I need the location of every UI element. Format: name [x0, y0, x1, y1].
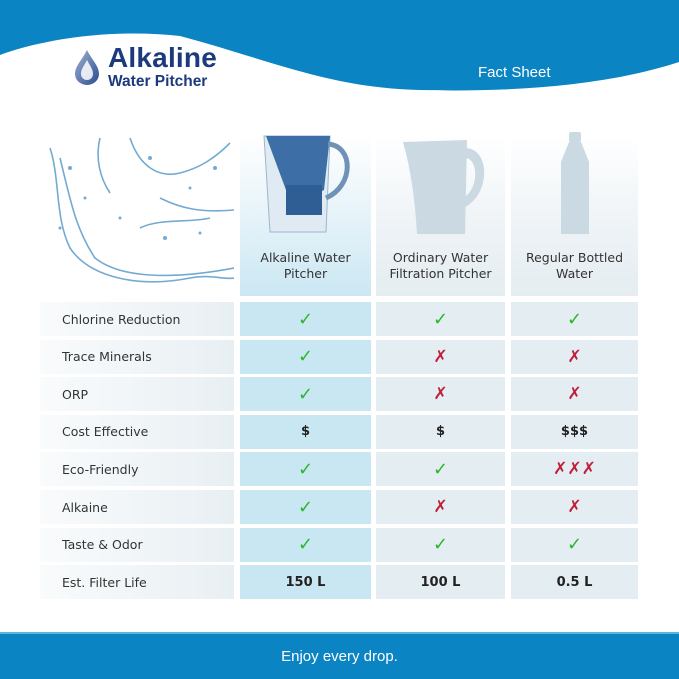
table-row [40, 528, 638, 562]
product-name-line1: Ordinary Water [392, 250, 489, 265]
brand-subtitle: Water Pitcher [108, 73, 208, 90]
checkmark-icon: ✓ [297, 534, 314, 556]
table-row [40, 452, 638, 486]
row-label: Trace Minerals [40, 340, 234, 374]
checkmark-icon: ✓ [566, 308, 583, 330]
table-row [40, 415, 638, 449]
table-cell [240, 302, 371, 336]
footer-banner [0, 632, 679, 679]
cell-value: $ [300, 424, 311, 440]
row-label: Eco-Friendly [40, 452, 234, 486]
table-cell [376, 528, 505, 562]
water-splash-image [40, 118, 234, 296]
product-ordinary-pitcher [376, 118, 505, 296]
table-cell [240, 490, 371, 524]
table-cell [240, 565, 371, 599]
table-row [40, 340, 638, 374]
table-cell [240, 528, 371, 562]
table-cell [376, 377, 505, 411]
checkmark-icon: ✓ [432, 458, 449, 480]
table-cell [511, 340, 638, 374]
table-cell [240, 415, 371, 449]
fact-sheet-label: Fact Sheet [478, 64, 551, 81]
cell-value: 150 L [285, 574, 326, 590]
table-cell [376, 302, 505, 336]
table-cell [376, 452, 505, 486]
table-cell [511, 377, 638, 411]
table-row [40, 377, 638, 411]
cell-value: 100 L [420, 574, 461, 590]
cross-icon: ✗ [433, 346, 448, 367]
cross-icon: ✗✗✗ [553, 459, 596, 480]
row-label: Est. Filter Life [40, 565, 234, 599]
row-label: Chlorine Reduction [40, 302, 234, 336]
table-cell [511, 302, 638, 336]
table-cell [511, 490, 638, 524]
product-bottled-water [511, 118, 638, 296]
water-drop-icon [72, 48, 102, 86]
cross-icon: ✗ [433, 384, 448, 405]
product-name-line2: Water [556, 266, 593, 281]
blue-pitcher-icon [256, 130, 356, 236]
checkmark-icon: ✓ [297, 496, 314, 518]
checkmark-icon: ✓ [432, 534, 449, 556]
table-row [40, 302, 638, 336]
table-cell [376, 565, 505, 599]
table-row [40, 565, 638, 599]
table-cell [240, 452, 371, 486]
row-label: ORP [40, 377, 234, 411]
product-name-line1: Regular Bottled [525, 250, 624, 265]
cell-value: 0.5 L [556, 574, 593, 590]
pitcher-silhouette-icon [391, 130, 491, 236]
table-cell [240, 377, 371, 411]
bottle-silhouette-icon [555, 130, 595, 236]
cross-icon: ✗ [433, 497, 448, 517]
footer-tagline: Enjoy every drop. [281, 648, 398, 665]
row-label: Alkaine [40, 490, 234, 524]
table-cell [511, 452, 638, 486]
table-row [40, 490, 638, 524]
checkmark-icon: ✓ [297, 308, 314, 330]
row-label: Taste & Odor [40, 528, 234, 562]
product-name-line2: Filtration Pitcher [389, 266, 492, 281]
checkmark-icon: ✓ [297, 383, 314, 405]
table-cell [376, 490, 505, 524]
table-cell [376, 415, 505, 449]
checkmark-icon: ✓ [566, 534, 583, 556]
product-name-line1: Alkaline Water [260, 250, 351, 265]
product-alkaline-pitcher [240, 118, 371, 296]
table-cell [511, 415, 638, 449]
brand-title: Alkaline [108, 42, 217, 73]
cross-icon: ✗ [567, 346, 582, 367]
table-cell [511, 565, 638, 599]
checkmark-icon: ✓ [432, 308, 449, 330]
table-cell [376, 340, 505, 374]
row-label: Cost Effective [40, 415, 234, 449]
cell-value: $ [435, 424, 446, 440]
brand-logo [72, 44, 217, 90]
table-cell [511, 528, 638, 562]
cross-icon: ✗ [567, 497, 582, 517]
cross-icon: ✗ [567, 384, 582, 405]
checkmark-icon: ✓ [297, 346, 314, 368]
cell-value: $$$ [560, 424, 589, 440]
table-cell [240, 340, 371, 374]
checkmark-icon: ✓ [297, 458, 314, 480]
product-name-line2: Pitcher [283, 266, 328, 281]
